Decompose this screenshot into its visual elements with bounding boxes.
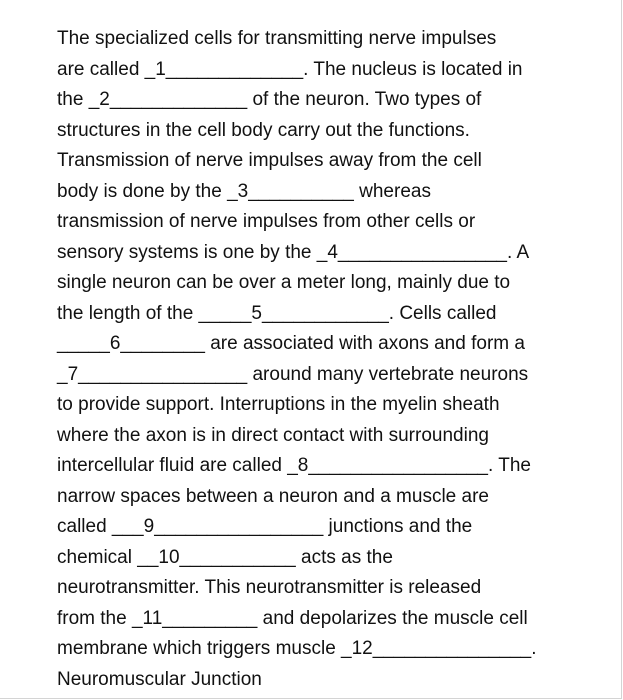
passage-line-10: the length of the _____5____________. Cells called bbox=[57, 302, 497, 324]
passage-line-17: called ___9________________ junctions and the bbox=[57, 516, 473, 537]
passage-line-14: where the axon is in direct contact with surrounding bbox=[57, 424, 489, 446]
passage-line-21: membrane which triggers muscle _12_______________. bbox=[57, 638, 537, 659]
passage-line-12: _7________________ around many vertebrate neurons bbox=[57, 363, 529, 385]
answer-option-neuromuscular-junction: Neuromuscular Junction bbox=[57, 668, 262, 690]
passage-line-15: intercellular fluid are called _8_________________. The bbox=[57, 455, 531, 476]
passage-line-18: chemical __10___________ acts as the bbox=[57, 546, 393, 568]
passage-line-20: from the _11_________ and depolarizes the muscle cell bbox=[57, 607, 528, 629]
passage-line-8: sensory systems is one by the _4________________. A bbox=[57, 241, 530, 263]
passage-line-11: _____6________ are associated with axons and form a bbox=[57, 333, 525, 354]
passage-line-2: are called _1_____________. The nucleus is located in bbox=[57, 58, 523, 80]
passage-line-4: structures in the cell body carry out the functions. bbox=[57, 119, 470, 141]
passage-line-3: the _2_____________ of the neuron. Two types of bbox=[57, 89, 482, 110]
fill-in-the-blank-passage bbox=[57, 24, 597, 695]
passage-line-1: The specialized cells for transmitting nerve impulses bbox=[57, 28, 497, 49]
passage-line-6: body is done by the _3__________ whereas bbox=[57, 180, 431, 202]
passage-line-5: Transmission of nerve impulses away from the cell bbox=[57, 150, 482, 171]
passage-line-13: to provide support. Interruptions in the myelin sheath bbox=[57, 394, 500, 415]
passage-line-7: transmission of nerve impulses from other cells or bbox=[57, 211, 476, 232]
passage-line-9: single neuron can be over a meter long, mainly due to bbox=[57, 272, 511, 293]
passage-line-16: narrow spaces between a neuron and a muscle are bbox=[57, 485, 489, 507]
passage-line-19: neurotransmitter. This neurotransmitter is released bbox=[57, 577, 482, 598]
